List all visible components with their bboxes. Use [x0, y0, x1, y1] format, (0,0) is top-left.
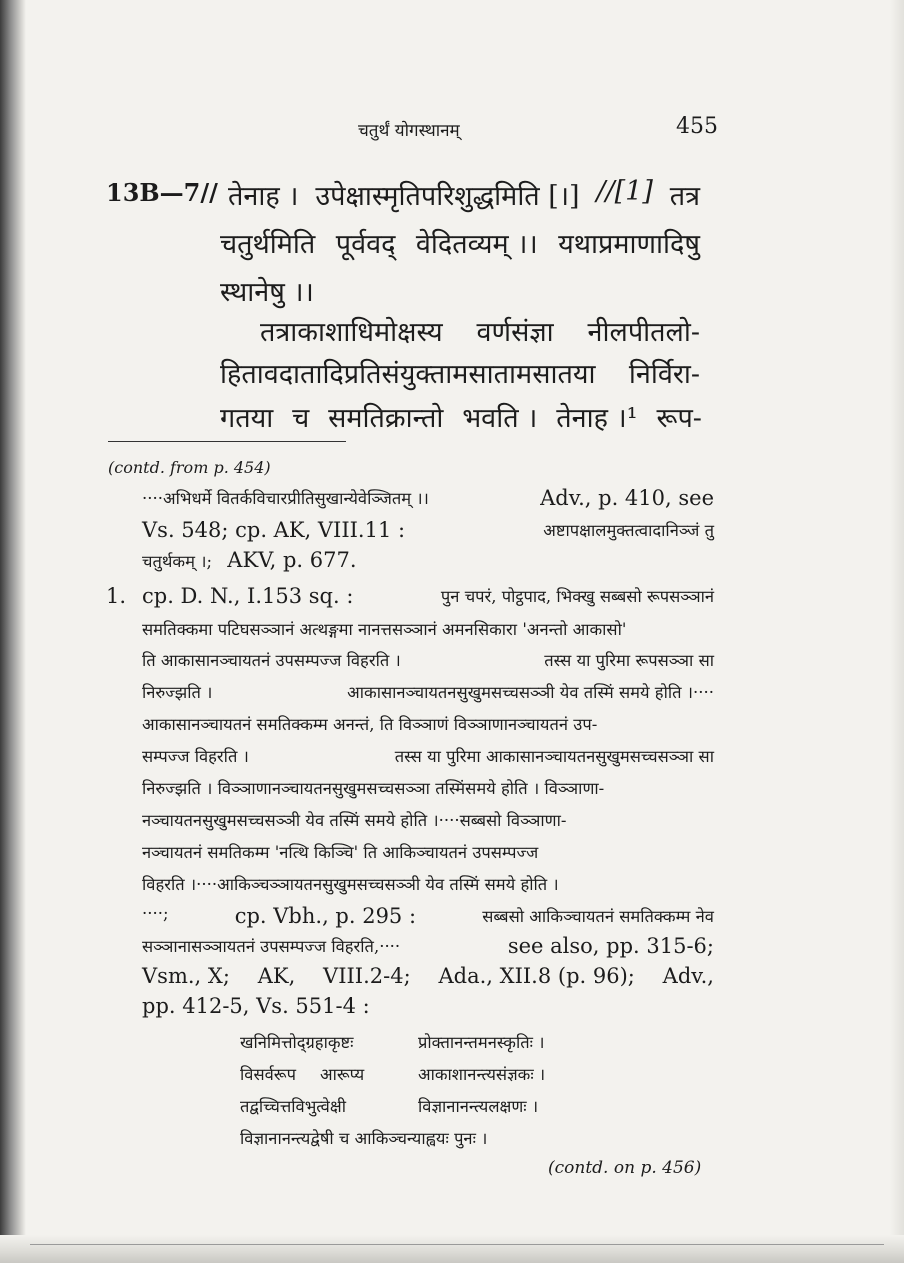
text-segment: समतिक्रान्तो — [328, 403, 444, 434]
text-segment: विज्ञानानन्त्यद्वेषी च आकिञ्चन्याह्वयः पुनः । — [240, 1129, 488, 1148]
footnote-line — [142, 680, 714, 703]
page-bottom-edge — [0, 1235, 904, 1263]
text-segment: आरूप्य — [320, 1065, 365, 1084]
contd-from-note: (contd. from p. 454) — [108, 458, 271, 477]
text-segment: Ada., XII.8 (p. 96); — [438, 964, 635, 988]
text-segment: सब्बसो आकिञ्चायतनं समतिक्कम्म नेव — [482, 907, 714, 926]
text-segment: स्थानेषु ।। — [220, 277, 314, 308]
text-segment: सञ्ञानासञ्ञायतनं उपसम्पज्ज विहरति,···· — [142, 937, 401, 956]
main-line-2 — [220, 224, 700, 261]
text-segment: नञ्चायतनं समतिकम्म 'नत्थि किञ्चि' ति आकिञ्चायतनं उपसम्पज्ज — [142, 843, 539, 862]
bottom-rule — [30, 1244, 884, 1245]
text-segment: विज्ञानानन्त्यलक्षणः । — [418, 1097, 539, 1116]
text-segment: हितावदातादिप्रतिसंयुक्तामसातामसातया — [220, 359, 596, 390]
footnote-line — [142, 712, 597, 735]
text-segment: खनिमित्तोद्ग्रहाकृष्टः — [240, 1033, 354, 1052]
text-segment: तत्र — [669, 181, 700, 212]
verse-line — [240, 1062, 545, 1085]
main-line-4 — [260, 312, 700, 349]
text-segment: VIII.2-4; — [323, 964, 411, 988]
text-segment: प्रोक्तानन्तमनस्कृतिः । — [418, 1033, 545, 1052]
text-segment: निरुज्झति । — [142, 683, 213, 702]
text-segment: ····; — [142, 904, 169, 923]
text-segment: ति आकासानञ्चायतनं उपसम्पज्ज विहरति । — [142, 651, 401, 670]
text-segment: तत्राकाशाधिमोक्षस्य — [260, 317, 443, 348]
footnote-line — [142, 584, 714, 608]
text-segment: भवति । — [462, 403, 538, 434]
footnote-line — [142, 744, 714, 767]
footnote-line — [142, 548, 357, 572]
footnote-line — [142, 872, 559, 895]
main-line-6 — [220, 398, 702, 435]
footnote-line — [142, 964, 714, 988]
text-segment: सम्पज्ज विहरति । — [142, 747, 249, 766]
verse-line — [240, 1126, 487, 1149]
page-edge — [890, 0, 904, 1263]
text-segment: अष्टापक्षालमुक्तत्वादानिञ्जं तु — [543, 521, 714, 540]
footnote-line — [142, 808, 566, 831]
text-segment: आकासानञ्चायतनसुखुमसच्चसञ्ञी येव तस्मिं समये होति ।···· — [347, 683, 714, 702]
text-segment: निरुज्झति । विञ्ञाणानञ्चायतनसुखुमसच्चसञ्ञा तस्मिंसमये होति । विञ्ञाणा- — [142, 779, 605, 798]
footnote-line — [142, 904, 714, 928]
text-segment: //[1] — [596, 176, 653, 207]
text-segment: निर्विरा- — [628, 359, 700, 390]
text-segment: रूप- — [656, 403, 702, 434]
text-segment: समतिक्कमा पटिघसञ्ञानं अत्थङ्गमा नानत्तसञ्ञानं अमनसिकारा 'अनन्तो आकासो' — [142, 620, 627, 639]
main-line-3 — [220, 272, 314, 309]
text-segment: cp. Vbh., p. 295 : — [234, 904, 417, 928]
text-segment: AKV, p. 677. — [227, 548, 357, 572]
text-segment: यथाप्रमाणादिषु — [558, 229, 700, 260]
text-segment: Adv., p. 410, see — [540, 486, 714, 510]
binding-shadow — [0, 0, 26, 1263]
text-segment: pp. 412-5, Vs. 551-4 : — [142, 994, 370, 1018]
main-line-5 — [220, 354, 700, 391]
text-segment: तस्स या पुरिमा रूपसञ्ञा सा — [544, 651, 714, 670]
text-segment: विसर्वरूप — [240, 1065, 296, 1084]
footnote-line — [142, 934, 714, 958]
footnote-line — [142, 486, 714, 510]
text-segment: AK, — [257, 964, 296, 988]
footnote-rule — [108, 441, 346, 442]
text-segment: तद्वच्चित्तविभुत्वेक्षी — [240, 1097, 346, 1116]
text-segment: विहरति ।····आकिञ्चञ्ञायतनसुखुमसच्चसञ्ञी येव तस्मिं समये होति । — [142, 875, 559, 894]
folio-reference: 13B—7// — [106, 178, 218, 207]
text-segment: तेनाह ।¹ — [556, 403, 638, 434]
verse-line — [240, 1094, 538, 1117]
text-segment: वेदितव्यम् ।। — [415, 229, 538, 260]
text-segment: चतुर्थमिति — [220, 229, 316, 260]
text-segment: आकाशानन्त्यसंज्ञकः । — [418, 1065, 546, 1084]
text-segment: तेनाह । — [228, 181, 299, 212]
text-segment: वर्णसंज्ञा — [476, 317, 554, 348]
text-segment: Vsm., X; — [142, 964, 230, 988]
text-segment: cp. D. N., I.153 sq. : — [142, 584, 354, 608]
text-segment: आकासानञ्चायतनं समतिक्कम्म अनन्तं, ति विञ्ञाणं विञ्ञाणानञ्चायतनं उप- — [142, 715, 598, 734]
text-segment: चतुर्थकम् ।; — [142, 552, 213, 571]
footnote-line — [142, 840, 538, 863]
text-segment: नञ्चायतनसुखुमसच्चसञ्ञी येव तस्मिं समये होति ।····सब्बसो विञ्ञाणा- — [142, 811, 567, 830]
verse-line — [240, 1030, 544, 1053]
text-segment: Vs. 548; cp. AK, VIII.11 : — [142, 518, 406, 542]
footnote-number: 1. — [106, 584, 127, 608]
footnote-line — [142, 648, 714, 671]
text-segment: तस्स या पुरिमा आकासानञ्चायतनसुखुमसच्चसञ्ञा सा — [394, 747, 714, 766]
footnote-line — [142, 617, 626, 640]
text-segment: गतया — [220, 403, 274, 434]
page-number: 455 — [676, 114, 718, 139]
text-segment: उपेक्षास्मृतिपरिशुद्धमिति [।] — [315, 181, 580, 212]
footnote-line — [142, 776, 604, 799]
footnote-line — [142, 518, 714, 542]
text-segment: see also, pp. 315-6; — [507, 934, 714, 958]
main-line-1 — [228, 176, 700, 213]
text-segment: पूर्ववद् — [335, 229, 396, 260]
contd-on-note: (contd. on p. 456) — [548, 1158, 702, 1178]
text-segment: च — [292, 403, 310, 434]
running-header: चतुर्थं योगस्थानम् — [358, 121, 460, 141]
text-segment: Adv., — [662, 964, 714, 988]
footnote-line — [142, 994, 370, 1018]
text-segment: पुन चपरं, पोट्ठपाद, भिक्खु सब्बसो रूपसञ्ञानं — [440, 587, 714, 606]
text-segment: ····अभिधर्मे वितर्कविचारप्रीतिसुखान्येवेञ्जितम् ।। — [142, 489, 429, 508]
text-segment: नीलपीतलो- — [587, 317, 700, 348]
